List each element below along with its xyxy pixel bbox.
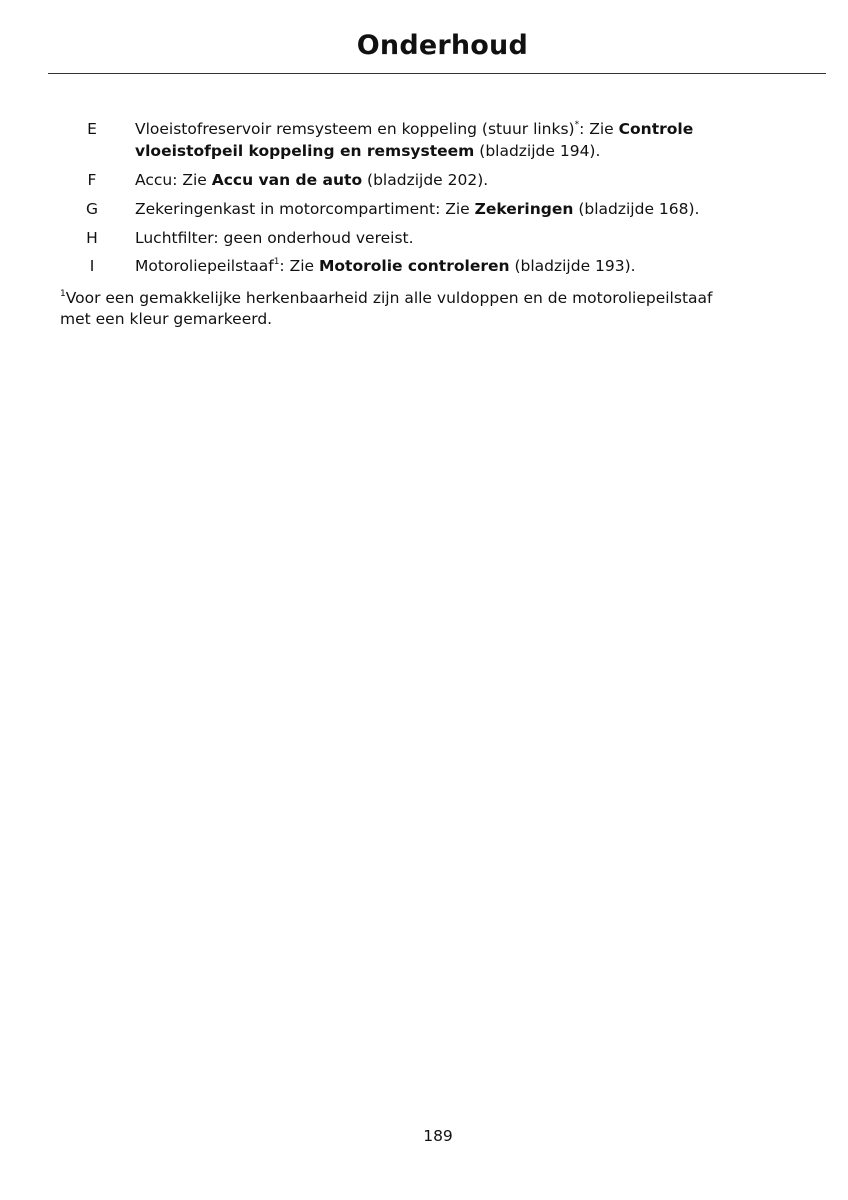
item-letter: G [85, 200, 98, 218]
header-divider [48, 73, 826, 74]
item-superscript: 1 [273, 257, 280, 267]
page-title [0, 30, 826, 61]
item-text-plain: Zekeringenkast in motorcompartiment: Zie [135, 200, 475, 218]
item-letter: F [87, 171, 97, 189]
item-text [135, 227, 805, 249]
footnote-marker: 1 [60, 289, 66, 299]
item-text-plain: (bladzijde 194). [474, 142, 601, 160]
item-reference-link: Zekeringen [474, 200, 574, 218]
item-text [135, 198, 805, 220]
item-text-plain: Accu: Zie [135, 171, 212, 189]
item-text-plain: Luchtfilter: geen onderhoud vereist. [135, 229, 414, 247]
item-text-plain: Motoroliepeilstaaf [135, 257, 274, 275]
item-text [135, 255, 805, 277]
item-reference-link: Motorolie controleren [318, 257, 510, 275]
footnote-line-2: met een kleur gemarkeerd. [60, 310, 273, 328]
page-title-text: Onderhoud [356, 30, 528, 61]
item-text-plain: Vloeistofreservoir remsysteem en koppeling (stuur links) [135, 120, 575, 138]
item-text-plain: : Zie [579, 120, 619, 138]
item-letter: E [87, 120, 97, 138]
item-text [135, 118, 805, 162]
item-text-plain: (bladzijde 202). [362, 171, 489, 189]
item-superscript: * [574, 120, 580, 130]
item-reference-link: vloeistofpeil koppeling en remsysteem [135, 142, 475, 160]
item-text-plain: (bladzijde 193). [509, 257, 636, 275]
item-reference-link: Accu van de auto [211, 171, 363, 189]
item-reference-link: Controle [618, 120, 694, 138]
footnote-line-1: Voor een gemakkelijke herkenbaarheid zijn alle vuldoppen en de motoroliepeilstaaf [65, 289, 713, 307]
footnote [60, 288, 820, 330]
item-text [135, 169, 805, 191]
item-letter: H [86, 229, 98, 247]
item-letter: I [89, 257, 95, 275]
item-text-plain: (bladzijde 168). [573, 200, 700, 218]
page-number: 189 [423, 1127, 453, 1145]
item-text-plain: : Zie [279, 257, 319, 275]
